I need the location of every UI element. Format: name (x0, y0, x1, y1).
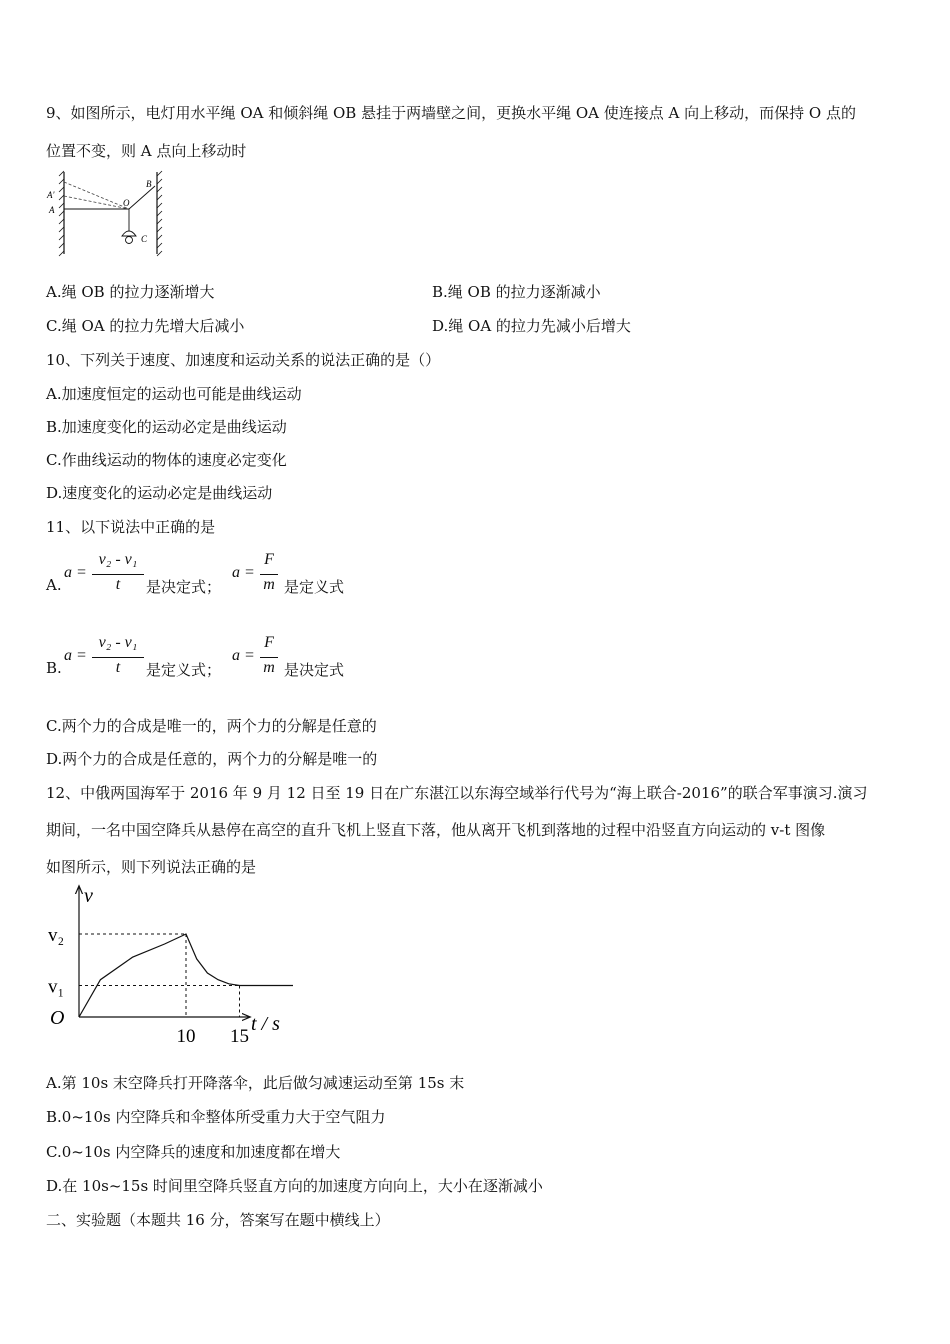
formula-lhs: a = (64, 647, 87, 664)
q9-rope-diagram (44, 168, 169, 258)
q9-option-b: B.绳 OB 的拉力逐渐减小 (432, 283, 601, 301)
q9-stem-line2: 位置不变，则 A 点向上移动时 (46, 142, 247, 160)
formula-denominator: t (115, 659, 121, 676)
q11-option-d: D.两个力的合成是任意的，两个力的分解是唯一的 (46, 750, 378, 768)
formula-lhs: a = (232, 647, 255, 664)
q11-option-b-label: B. (46, 659, 62, 677)
q9-label-b: B (146, 179, 152, 189)
formula-numerator: F (264, 551, 274, 568)
origin-label: O (50, 1007, 65, 1029)
q11-option-b-text2: 是决定式 (284, 661, 345, 679)
q12-option-b: B.0~10s 内空降兵和伞整体所受重力大于空气阻力 (46, 1108, 386, 1126)
y-tick-label: v₁ (48, 976, 65, 998)
q12-vt-chart (44, 882, 294, 1047)
q9-label-o: O (123, 198, 130, 208)
q11-option-a-label: A. (46, 576, 62, 594)
fraction-bar (260, 657, 278, 658)
section-2-heading: 二、实验题（本题共 16 分，答案写在题中横线上） (46, 1211, 390, 1229)
q10-option-a: A.加速度恒定的运动也可能是曲线运动 (46, 385, 302, 403)
q9-option-a: A.绳 OB 的拉力逐渐增大 (46, 283, 215, 301)
formula-numerator: F (264, 634, 274, 651)
q12-stem-line1: 12、中俄两国海军于 2016 年 9 月 12 日至 19 日在广东湛江以东海空域举行代号为“海上联合-2016”的联合军事演习.演习 (46, 784, 868, 802)
formula-numerator: v₂ - v₁ (98, 551, 138, 568)
q10-stem: 10、下列关于速度、加速度和运动关系的说法正确的是（） (46, 351, 441, 369)
q11-option-a (46, 548, 446, 608)
x-tick-label: 10 (176, 1026, 196, 1047)
q12-option-a: A.第 10s 末空降兵打开降落伞，此后做匀减速运动至第 15s 末 (46, 1074, 465, 1092)
y-tick-label: v₂ (48, 925, 65, 946)
y-axis-label: v (84, 885, 93, 907)
fraction-bar (92, 657, 144, 658)
x-tick-label: 15 (230, 1026, 249, 1047)
formula-lhs: a = (64, 564, 87, 581)
q9-label-a: A (49, 205, 55, 215)
q12-stem-line2: 期间，一名中国空降兵从悬停在高空的直升飞机上竖直下落，他从离开飞机到落地的过程中沿竖直方向运动的 v-t 图像 (46, 821, 826, 839)
formula-lhs: a = (232, 564, 255, 581)
formula-denominator: t (115, 576, 121, 593)
q11-option-a-text1: 是决定式； (146, 578, 222, 596)
formula-denominator: m (263, 576, 275, 593)
q11-option-c: C.两个力的合成是唯一的，两个力的分解是任意的 (46, 717, 377, 735)
q11-option-b (46, 631, 446, 691)
q9-stem-line1: 9、如图所示，电灯用水平绳 OA 和倾斜绳 OB 悬挂于两墙壁之间，更换水平绳 OA 使连接点 A 向上移动，而保持 O 点的 (46, 104, 856, 122)
fraction-bar (260, 574, 278, 575)
q12-option-c: C.0~10s 内空降兵的速度和加速度都在增大 (46, 1143, 341, 1161)
q10-option-d: D.速度变化的运动必定是曲线运动 (46, 484, 273, 502)
fraction-bar (92, 574, 144, 575)
formula-numerator: v₂ - v₁ (98, 634, 138, 651)
formula-denominator: m (263, 659, 275, 676)
q10-option-b: B.加速度变化的运动必定是曲线运动 (46, 418, 287, 436)
q9-option-d: D.绳 OA 的拉力先减小后增大 (432, 317, 631, 335)
q9-label-c: C (141, 234, 148, 244)
q11-stem: 11、以下说法中正确的是 (46, 518, 216, 536)
q12-option-d: D.在 10s~15s 时间里空降兵竖直方向的加速度方向向上，大小在逐渐减小 (46, 1177, 543, 1195)
q12-stem-line3: 如图所示，则下列说法正确的是 (46, 858, 257, 876)
q9-label-a-prime: A' (47, 190, 55, 200)
x-axis-label: t / s (251, 1013, 280, 1035)
q10-option-c: C.作曲线运动的物体的速度必定变化 (46, 451, 287, 469)
q11-option-b-text1: 是定义式； (146, 661, 222, 679)
q11-option-a-text2: 是定义式 (284, 578, 345, 596)
q9-option-c: C.绳 OA 的拉力先增大后减小 (46, 317, 245, 335)
